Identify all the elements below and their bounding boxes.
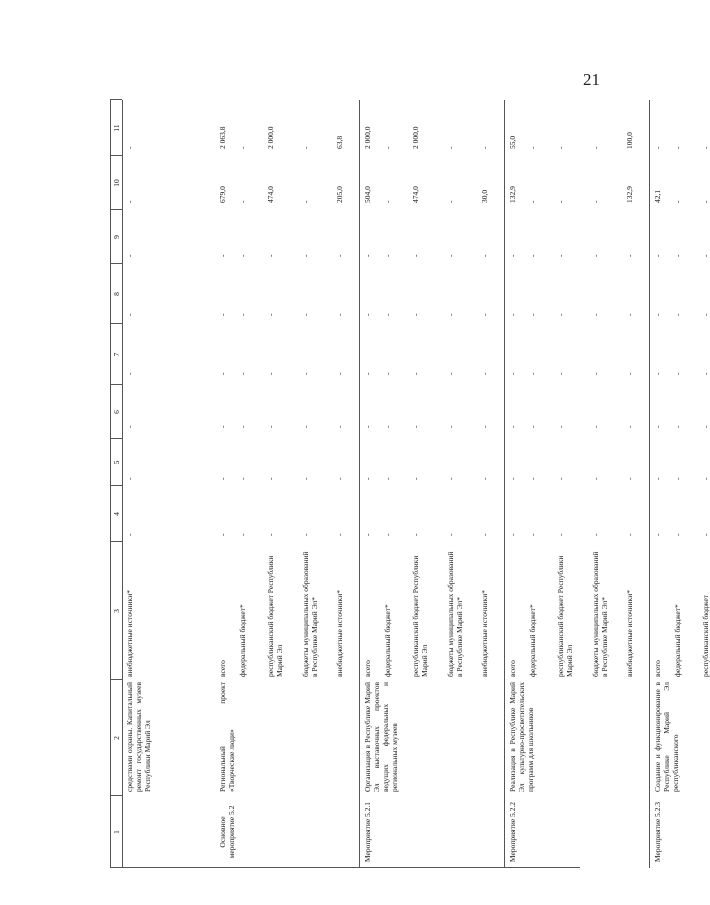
cell-value: -: [701, 372, 710, 375]
funding-source: внебюджетные источники*: [480, 590, 489, 677]
cell-value: 42,1: [653, 189, 662, 203]
funding-source: внебюджетные источники*: [625, 590, 634, 677]
event-name: Создание и функционирование в Республике Марий Эл республиканского: [653, 682, 680, 792]
cell-value: -: [701, 425, 710, 428]
cell-value: -: [446, 372, 455, 375]
continued-event-name: средствами охраны. Капитальный ремонт государственных музеев Республики Марий Эл: [125, 682, 152, 792]
cell-value: -: [591, 425, 600, 428]
cell-value: -: [238, 254, 247, 257]
cell-value: 504,0: [363, 186, 372, 203]
funding-source: республиканский бюджет Республики Марий Эл: [556, 555, 574, 677]
cell-value: -: [625, 254, 634, 257]
header-top-rule: [110, 100, 111, 868]
cell-value: -: [480, 313, 489, 316]
cell-value: 2 063,8: [218, 126, 227, 149]
cell-value: -: [480, 533, 489, 536]
cell-value: -: [238, 146, 247, 149]
cell-value: -: [301, 477, 310, 480]
column-rule: [110, 867, 580, 868]
cell-value: -: [673, 313, 682, 316]
cell-value: -: [335, 313, 344, 316]
cell-value: -: [301, 425, 310, 428]
cell-value: -: [383, 200, 392, 203]
cell-value: -: [625, 425, 634, 428]
cell-value: -: [556, 313, 565, 316]
cell-value: -: [591, 254, 600, 257]
cell-value: -: [238, 200, 247, 203]
group-separator: [359, 100, 360, 868]
cell-value: 205,0: [335, 186, 344, 203]
cell-value: -: [701, 146, 710, 149]
cell-value: 2 000,0: [363, 126, 372, 149]
cell-value: -: [218, 254, 227, 257]
funding-source: внебюджетные источники*: [125, 590, 134, 677]
cell-value: -: [446, 425, 455, 428]
cell-value: -: [556, 200, 565, 203]
cell-value: -: [508, 372, 517, 375]
funding-source: федеральный бюджет*: [238, 604, 247, 677]
cell-value: -: [363, 372, 372, 375]
funding-source: республиканский бюджет Республики Марий Эл: [411, 555, 429, 677]
funding-source: федеральный бюджет*: [528, 604, 537, 677]
cell-value: -: [363, 254, 372, 257]
cell-value: -: [556, 425, 565, 428]
cell-value: -: [125, 533, 134, 536]
cell-value: -: [301, 200, 310, 203]
cell-value: -: [266, 425, 275, 428]
cell-value: -: [556, 477, 565, 480]
funding-source: бюджеты муниципальных образований в Республике Марий Эл*: [446, 551, 464, 677]
cell-value: -: [591, 313, 600, 316]
cell-value: -: [301, 254, 310, 257]
cell-value: -: [411, 313, 420, 316]
cell-value: -: [673, 533, 682, 536]
cell-value: -: [363, 313, 372, 316]
cell-value: -: [335, 533, 344, 536]
cell-value: -: [508, 313, 517, 316]
event-name: Региональный проект «Творческие люди»: [218, 682, 236, 792]
funding-source: всего: [508, 660, 517, 677]
cell-value: 132,9: [625, 186, 634, 203]
funding-source: всего: [218, 660, 227, 677]
cell-value: -: [383, 254, 392, 257]
cell-value: -: [653, 254, 662, 257]
cell-value: 30,0: [480, 189, 489, 203]
cell-value: -: [266, 313, 275, 316]
event-name: Организация в Республике Марий Эл выставочных проектов ведущих федеральных и региональных музеев: [363, 682, 399, 792]
cell-value: -: [411, 425, 420, 428]
cell-value: -: [625, 533, 634, 536]
cell-value: -: [335, 372, 344, 375]
cell-value: -: [301, 313, 310, 316]
cell-value: -: [266, 533, 275, 536]
funding-source: бюджеты муниципальных образований в Республике Марий Эл*: [301, 551, 319, 677]
cell-value: -: [528, 254, 537, 257]
cell-value: -: [411, 372, 420, 375]
cell-value: -: [383, 146, 392, 149]
cell-value: -: [528, 477, 537, 480]
cell-value: -: [238, 372, 247, 375]
cell-value: -: [556, 146, 565, 149]
cell-value: -: [383, 533, 392, 536]
cell-value: -: [528, 425, 537, 428]
cell-value: -: [335, 254, 344, 257]
column-header: 7: [112, 352, 121, 357]
cell-value: -: [363, 477, 372, 480]
cell-value: -: [446, 200, 455, 203]
cell-value: -: [701, 533, 710, 536]
column-header: 10: [112, 179, 121, 187]
cell-value: -: [266, 254, 275, 257]
event-code: Основное мероприятие 5.2: [218, 805, 236, 859]
cell-value: -: [528, 313, 537, 316]
cell-value: -: [446, 254, 455, 257]
cell-value: 100,0: [625, 132, 634, 149]
funding-source: внебюджетные источники*: [335, 590, 344, 677]
cell-value: -: [591, 477, 600, 480]
cell-value: 474,0: [266, 186, 275, 203]
cell-value: -: [508, 477, 517, 480]
cell-value: 679,0: [218, 186, 227, 203]
cell-value: 55,0: [508, 135, 517, 149]
cell-value: -: [528, 533, 537, 536]
cell-value: -: [480, 146, 489, 149]
cell-value: -: [363, 533, 372, 536]
cell-value: -: [653, 425, 662, 428]
cell-value: -: [218, 313, 227, 316]
cell-value: -: [301, 146, 310, 149]
column-header: 9: [112, 235, 121, 239]
cell-value: -: [673, 477, 682, 480]
cell-value: 2 000,0: [266, 126, 275, 149]
cell-value: -: [625, 313, 634, 316]
cell-value: -: [238, 533, 247, 536]
cell-value: -: [411, 477, 420, 480]
column-header: 8: [112, 292, 121, 296]
cell-value: -: [411, 254, 420, 257]
cell-value: -: [480, 254, 489, 257]
cell-value: -: [625, 372, 634, 375]
cell-value: -: [701, 477, 710, 480]
event-code: Мероприятие 5.2.3: [653, 801, 662, 863]
cell-value: -: [673, 254, 682, 257]
funding-source: федеральный бюджет*: [673, 604, 682, 677]
funding-source: республиканский бюджет Республики Марий Эл: [266, 555, 284, 677]
cell-value: -: [125, 254, 134, 257]
cell-value: -: [591, 372, 600, 375]
event-code: Мероприятие 5.2.2: [508, 801, 517, 863]
cell-value: -: [125, 477, 134, 480]
cell-value: -: [363, 425, 372, 428]
cell-value: -: [238, 313, 247, 316]
column-header: 2: [112, 736, 121, 740]
cell-value: -: [591, 146, 600, 149]
cell-value: -: [125, 200, 134, 203]
cell-value: -: [125, 425, 134, 428]
cell-value: -: [653, 477, 662, 480]
cell-value: -: [335, 425, 344, 428]
cell-value: -: [673, 200, 682, 203]
cell-value: -: [335, 477, 344, 480]
cell-value: -: [528, 372, 537, 375]
column-header: 6: [112, 410, 121, 414]
event-name: Реализация в Республике Марий Эл культурно-просветительских программ для школьников: [508, 682, 535, 792]
cell-value: -: [218, 372, 227, 375]
funding-source: всего: [363, 660, 372, 677]
cell-value: -: [528, 200, 537, 203]
cell-value: -: [238, 477, 247, 480]
cell-value: -: [508, 254, 517, 257]
cell-value: -: [480, 372, 489, 375]
cell-value: -: [411, 533, 420, 536]
cell-value: -: [480, 477, 489, 480]
cell-value: -: [218, 477, 227, 480]
cell-value: -: [653, 533, 662, 536]
cell-value: -: [480, 425, 489, 428]
cell-value: -: [238, 425, 247, 428]
cell-value: -: [301, 372, 310, 375]
funding-source: республиканский бюджет: [701, 595, 710, 677]
cell-value: -: [301, 533, 310, 536]
cell-value: -: [266, 372, 275, 375]
cell-value: -: [653, 372, 662, 375]
cell-value: -: [625, 477, 634, 480]
cell-value: -: [446, 533, 455, 536]
cell-value: -: [673, 372, 682, 375]
cell-value: -: [653, 313, 662, 316]
cell-value: -: [446, 477, 455, 480]
cell-value: 132,9: [508, 186, 517, 203]
cell-value: -: [591, 200, 600, 203]
cell-value: -: [383, 425, 392, 428]
cell-value: -: [446, 146, 455, 149]
group-separator: [649, 100, 650, 868]
column-header: 1: [112, 830, 121, 834]
header-bottom-rule: [122, 100, 123, 868]
cell-value: -: [701, 200, 710, 203]
cell-value: -: [556, 254, 565, 257]
column-header: 5: [112, 460, 121, 465]
cell-value: -: [528, 146, 537, 149]
budget-table: [110, 100, 710, 868]
column-header: 4: [112, 512, 121, 516]
cell-value: -: [125, 313, 134, 316]
column-header: 11: [112, 124, 121, 132]
cell-value: 63,8: [335, 135, 344, 149]
cell-value: -: [701, 313, 710, 316]
cell-value: -: [591, 533, 600, 536]
column-header: 3: [112, 609, 121, 613]
cell-value: -: [383, 372, 392, 375]
cell-value: 474,0: [411, 186, 420, 203]
group-separator: [504, 100, 505, 868]
cell-value: -: [125, 372, 134, 375]
cell-value: -: [383, 313, 392, 316]
cell-value: -: [556, 372, 565, 375]
cell-value: -: [508, 425, 517, 428]
cell-value: -: [125, 146, 134, 149]
cell-value: -: [218, 425, 227, 428]
cell-value: -: [673, 425, 682, 428]
cell-value: 2 000,0: [411, 126, 420, 149]
funding-source: всего: [653, 660, 662, 677]
cell-value: -: [218, 533, 227, 536]
cell-value: -: [673, 146, 682, 149]
cell-value: -: [701, 254, 710, 257]
funding-source: федеральный бюджет*: [383, 604, 392, 677]
page-number: 21: [583, 70, 600, 89]
funding-source: бюджеты муниципальных образований в Республике Марий Эл*: [591, 551, 609, 677]
cell-value: -: [266, 477, 275, 480]
cell-value: -: [556, 533, 565, 536]
cell-value: -: [383, 477, 392, 480]
cell-value: -: [446, 313, 455, 316]
cell-value: -: [508, 533, 517, 536]
cell-value: -: [653, 146, 662, 149]
event-code: Мероприятие 5.2.1: [363, 801, 372, 863]
